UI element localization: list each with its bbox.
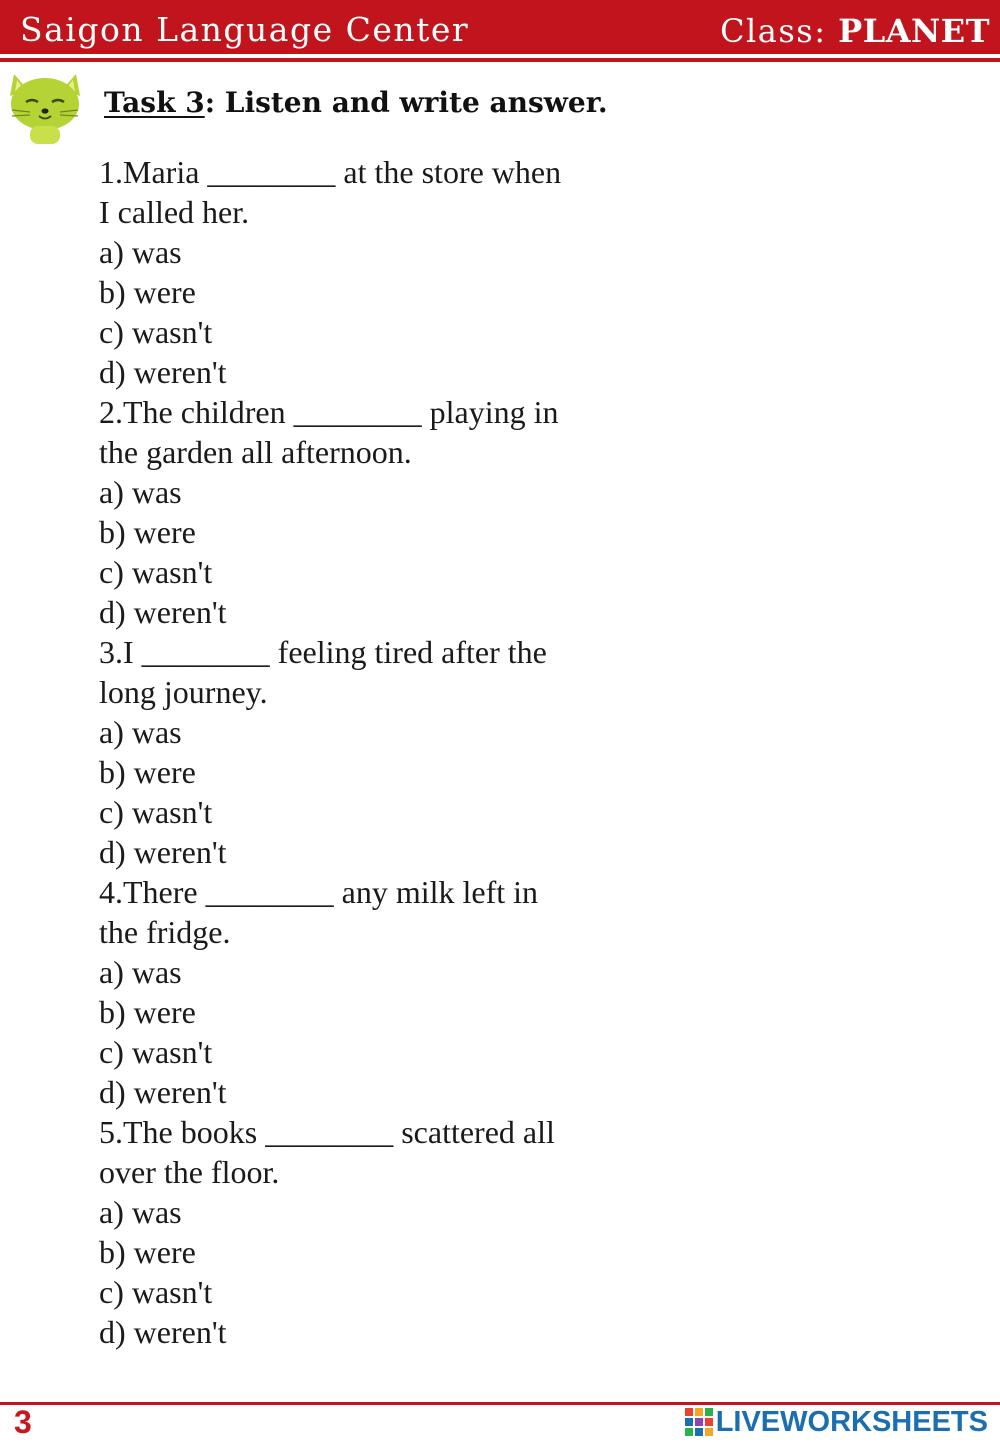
question-2 (99, 392, 659, 632)
answer-option[interactable]: d) weren't (99, 1314, 227, 1350)
class-info (720, 12, 990, 50)
answer-option[interactable]: a) was (99, 234, 182, 270)
class-name: PLANET (838, 12, 990, 50)
question-text: 3.I ________ feeling tired after the (99, 634, 547, 670)
answer-option[interactable]: c) wasn't (99, 1274, 213, 1310)
question-text: 2.The children ________ playing in (99, 394, 559, 430)
answer-option[interactable]: a) was (99, 474, 182, 510)
task-label: Task 3 (104, 86, 205, 119)
answer-option[interactable]: c) wasn't (99, 1034, 213, 1070)
school-name: Saigon Language Center (20, 10, 470, 49)
answer-option[interactable]: b) were (99, 1234, 196, 1270)
question-text: long journey. (99, 674, 268, 710)
liveworksheets-logo-icon (685, 1408, 713, 1436)
cat-mascot-icon (4, 68, 86, 146)
question-1 (99, 152, 659, 392)
answer-option[interactable]: d) weren't (99, 834, 227, 870)
answer-option[interactable]: b) were (99, 514, 196, 550)
question-text: the garden all afternoon. (99, 434, 412, 470)
question-text: the fridge. (99, 914, 231, 950)
answer-option[interactable]: d) weren't (99, 594, 227, 630)
task-title (104, 86, 608, 119)
question-5 (99, 1112, 659, 1352)
brand-name: LIVEWORKSHEETS (715, 1405, 988, 1438)
answer-option[interactable]: d) weren't (99, 1074, 227, 1110)
answer-option[interactable]: a) was (99, 1194, 182, 1230)
question-text: over the floor. (99, 1154, 280, 1190)
question-4 (99, 872, 659, 1112)
liveworksheets-brand (685, 1404, 988, 1440)
answer-option[interactable]: d) weren't (99, 354, 227, 390)
header-bar (0, 0, 1000, 54)
page-number: 3 (14, 1404, 32, 1440)
question-text: 4.There ________ any milk left in (99, 874, 539, 910)
question-list (99, 152, 659, 1352)
answer-option[interactable]: a) was (99, 954, 182, 990)
question-text: 5.The books ________ scattered all (99, 1114, 555, 1150)
answer-option[interactable]: b) were (99, 994, 196, 1030)
answer-option[interactable]: b) were (99, 754, 196, 790)
answer-option[interactable]: c) wasn't (99, 314, 213, 350)
question-text: I called her. (99, 194, 250, 230)
answer-option[interactable]: b) were (99, 274, 196, 310)
class-label: Class: (720, 12, 827, 50)
task-instruction: : Listen and write answer. (204, 86, 608, 119)
answer-option[interactable]: a) was (99, 714, 182, 750)
question-3 (99, 632, 659, 872)
answer-option[interactable]: c) wasn't (99, 794, 213, 830)
answer-option[interactable]: c) wasn't (99, 554, 213, 590)
question-text: 1.Maria ________ at the store when (99, 154, 562, 190)
header-divider (0, 58, 1000, 62)
